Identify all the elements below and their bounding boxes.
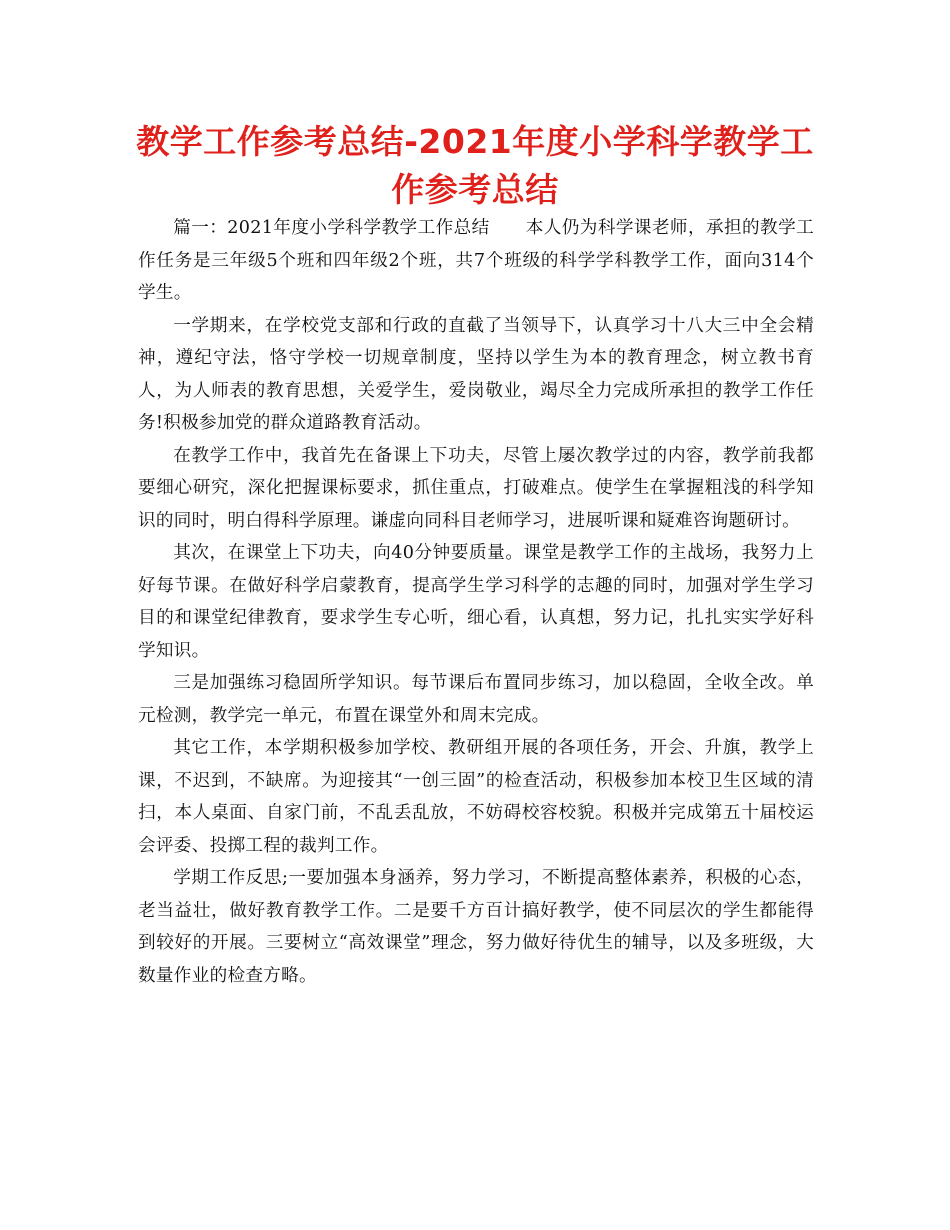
- paragraph: 在教学工作中，我首先在备课上下功夫，尽管上屡次教学过的内容，教学前我都要细心研究，深化把握课标要求，抓住重点，打破难点。使学生在掌握粗浅的科学知识的同时，明白得科学原理。谦虚向同科目老师学习，进展听课和疑难咨询题研讨。: [138, 445, 814, 531]
- paragraph: 其次，在课堂上下功夫，向40分钟要质量。课堂是教学工作的主战场，我努力上好每节课。在做好科学启蒙教育，提高学生学习科学的志趣的同时，加强对学生学习目的和课堂纪律教育，要求学生专心听，细心看，认真想，努力记，扎扎实实学好科学知识。: [138, 543, 814, 661]
- paragraph: 三是加强练习稳固所学知识。每节课后布置同步练习，加以稳固，全收全改。单元检测，教学完一单元，布置在课堂外和周末完成。: [138, 673, 814, 726]
- paragraph: 一学期来，在学校党支部和行政的直截了当领导下，认真学习十八大三中全会精神，遵纪守法，恪守学校一切规章制度，坚持以学生为本的教育理念，树立教书育人，为人师表的教育思想，关爱学生，爱岗敬业，竭尽全力完成所承担的教学工作任务!积极参加党的群众道路教育活动。: [138, 315, 814, 433]
- paragraph: 学期工作反思;一要加强本身涵养，努力学习，不断提高整体素养，积极的心态，老当益壮，做好教育教学工作。二是要千方百计搞好教学，使不同层次的学生都能得到较好的开展。三要树立“高效课堂”理念，努力做好待优生的辅导，以及多班级，大数量作业的检查方略。: [138, 868, 814, 986]
- paragraph: 其它工作，本学期积极参加学校、教研组开展的各项任务，开会、升旗，教学上课，不迟到，不缺席。为迎接其“一创三固”的检查活动，积极参加本校卫生区域的清扫，本人桌面、自家门前，不乱丢乱放，不妨碍校容校貌。积极并完成第五十届校运会评委、投掷工程的裁判工作。: [138, 738, 814, 856]
- document-body: [138, 212, 814, 992]
- paragraph: 篇一：2021年度小学科学教学工作总结 本人仍为科学课老师，承担的教学工作任务是三年级5个班和四年级2个班，共7个班级的科学学科教学工作，面向314个学生。: [138, 218, 814, 303]
- document-title: 教学工作参考总结-2021年度小学科学教学工作参考总结: [136, 122, 814, 209]
